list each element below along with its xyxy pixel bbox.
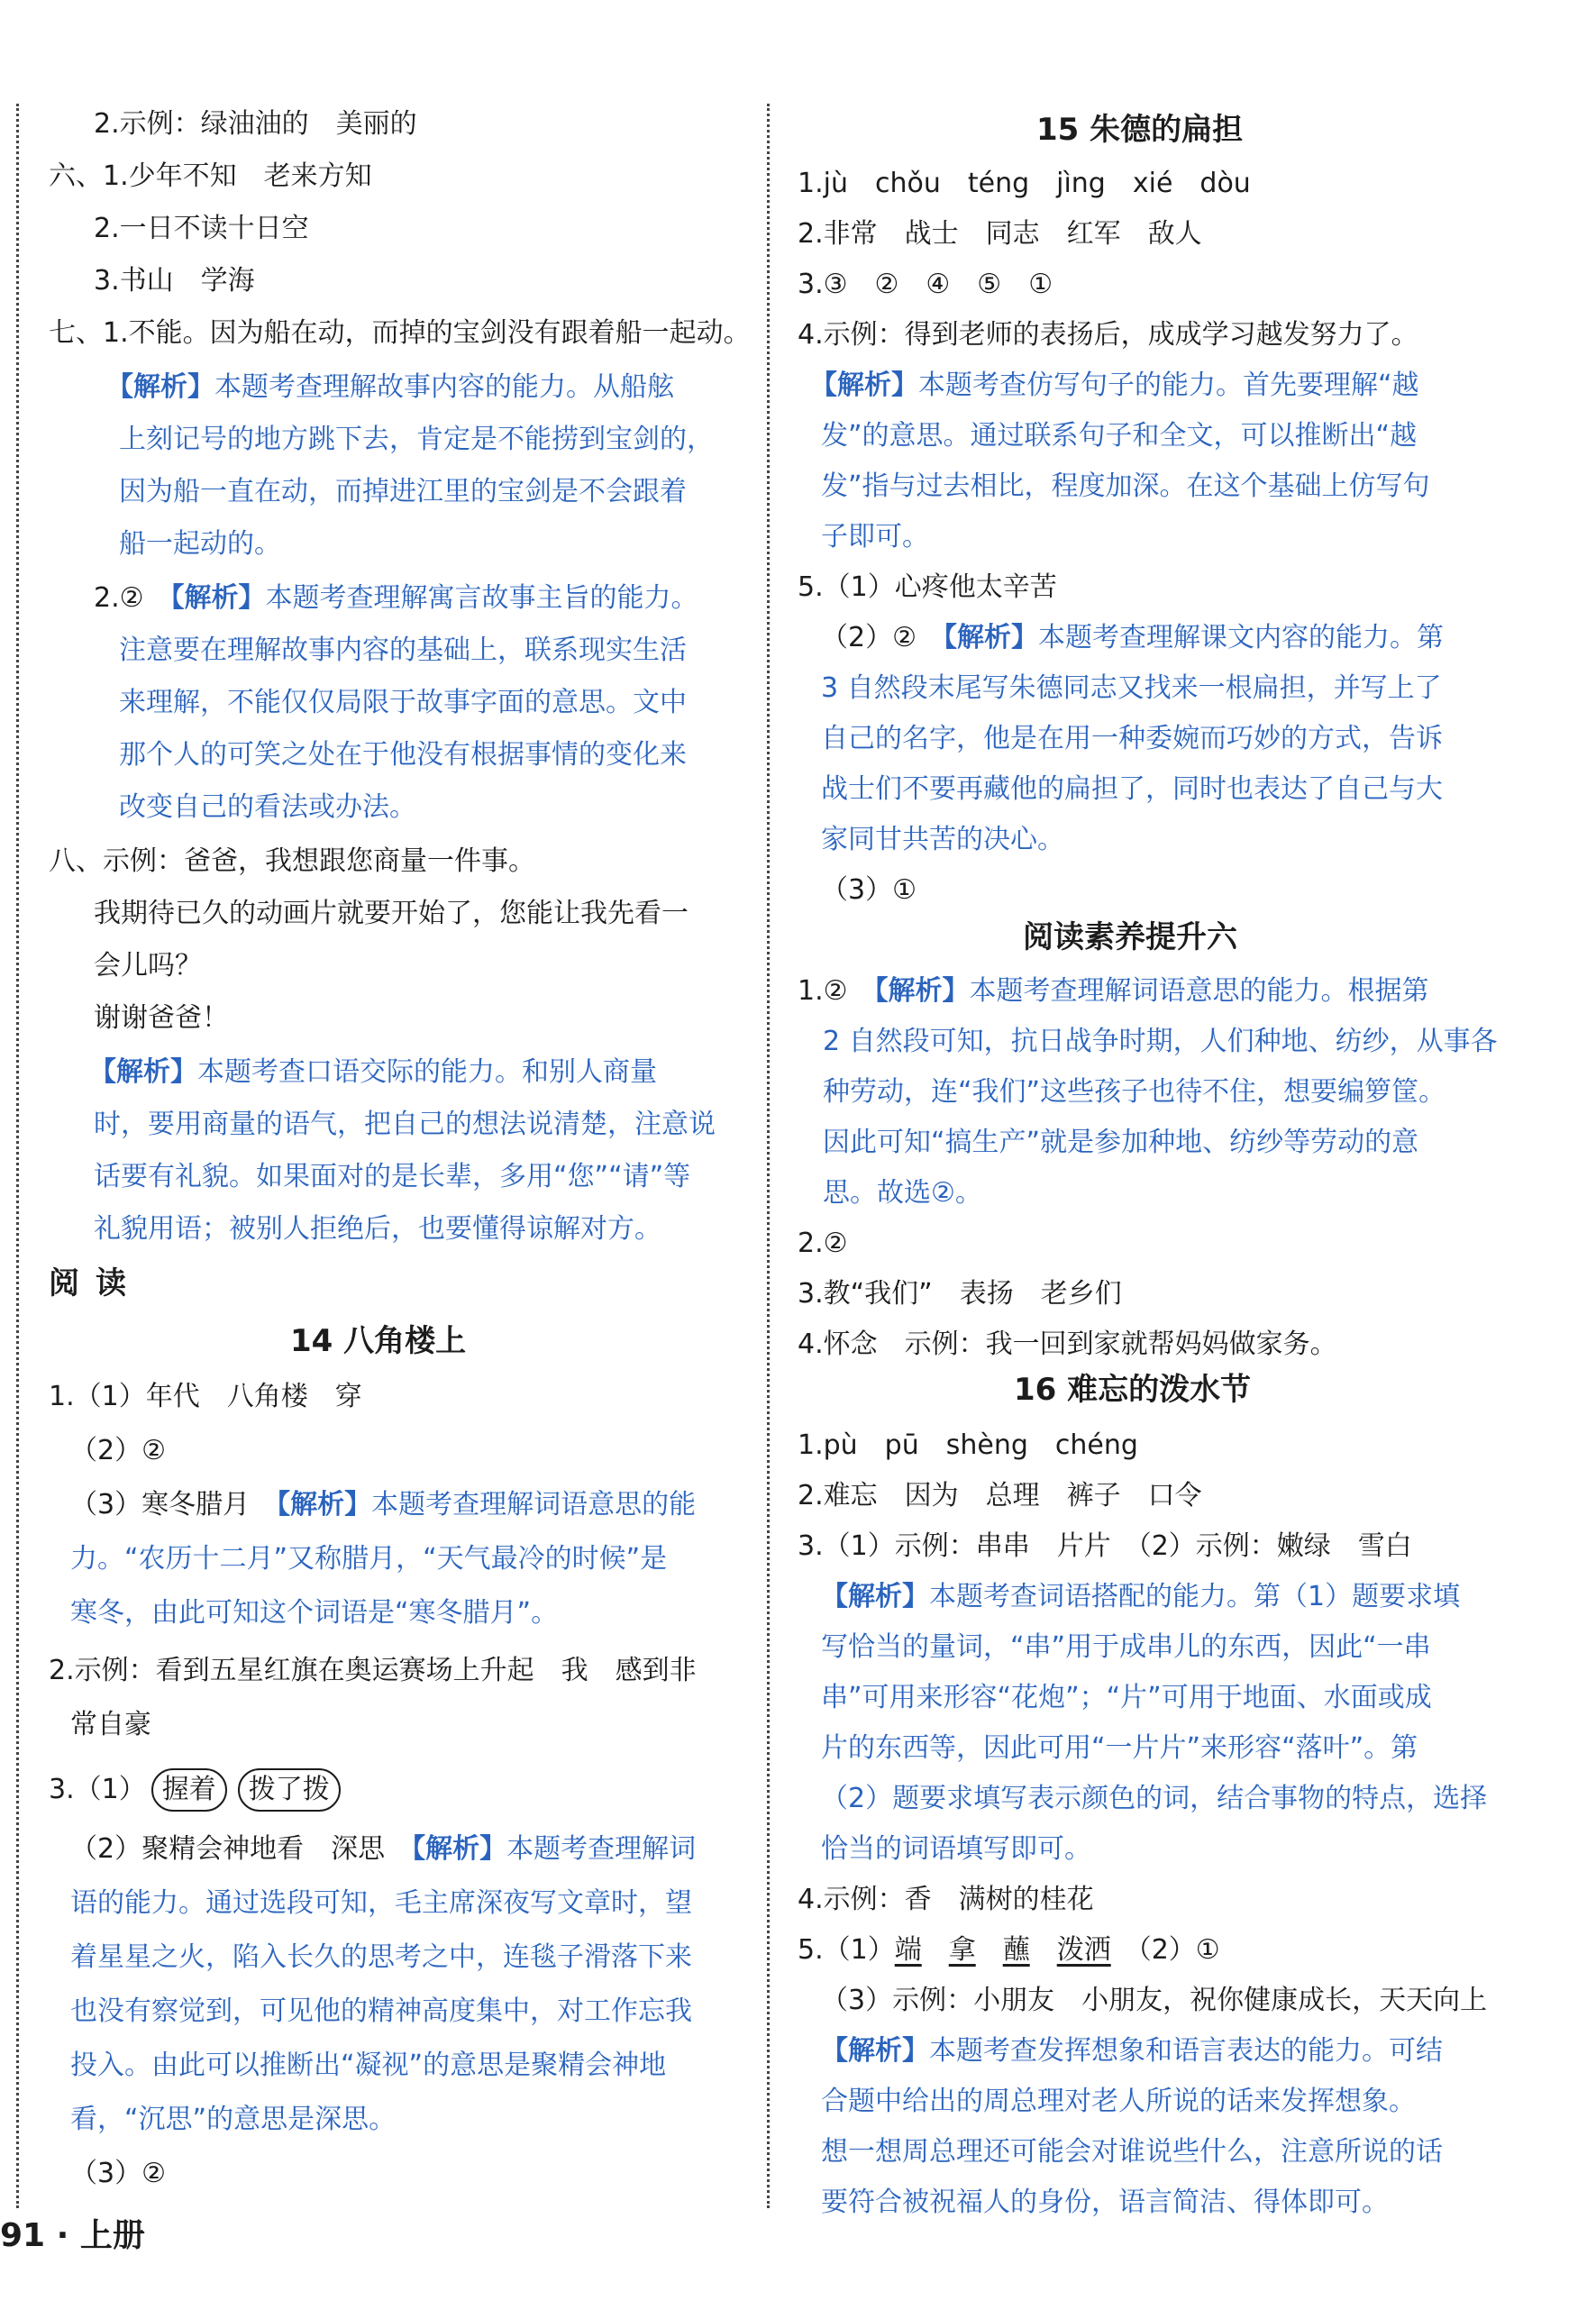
analysis-line: 礼貌用语；被别人拒绝后，也要懂得谅解对方。 — [94, 1213, 661, 1245]
analysis-tag: 【解析】 — [821, 1581, 929, 1612]
left-margin-dotted-line — [16, 104, 19, 2208]
analysis-line: 力。“农历十二月”又称腊月，“天气最冷的时候”是 — [70, 1543, 668, 1575]
answer-line: 2.难忘 因为 总理 裤子 口令 — [798, 1480, 1202, 1511]
analysis-tag: 【解析】 — [412, 1833, 507, 1865]
analysis-line: 因此可知“搞生产”就是参加种地、纺纱等劳动的意 — [823, 1127, 1419, 1158]
answer-line: 六、1.少年不知 老来方知 — [49, 160, 372, 192]
analysis-line: 改变自己的看法或办法。 — [119, 791, 416, 823]
circled-word: 拨了拨 — [238, 1768, 341, 1812]
analysis-line: 写恰当的量词，“串”用于成串儿的东西，因此“一串 — [821, 1631, 1431, 1663]
answer-line: 3.（1）示例：串串 片片 （2）示例：嫩绿 雪白 — [798, 1530, 1412, 1562]
underlined-word: 拿 — [948, 1934, 976, 1966]
underlined-word: 蘸 — [1002, 1934, 1030, 1966]
answer-line: 2.示例：看到五星红旗在奥运赛场上升起 我 感到非 — [49, 1655, 697, 1686]
analysis-line: 也没有察觉到，可见他的精神高度集中，对工作忘我 — [70, 1995, 692, 2027]
pinyin-line: 1.jù chǒu téng jìng xié dòu — [798, 168, 1251, 199]
analysis-tag: 【解析】 — [821, 2035, 929, 2067]
analysis-line: （2）题要求填写表示颜色的词，结合事物的特点，选择 — [821, 1783, 1488, 1814]
section-heading: 阅读 — [49, 1265, 142, 1301]
section-title: 阅读素养提升六 — [1023, 919, 1237, 955]
analysis-line: 2 自然段可知，抗日战争时期，人们种地、纺纱，从事各 — [823, 1026, 1498, 1057]
lesson-title: 14 八角楼上 — [290, 1323, 467, 1359]
answer-line: 2.② — [798, 1228, 848, 1259]
answer-line: 4.怀念 示例：我一回到家就帮妈妈做家务。 — [798, 1329, 1337, 1360]
analysis-line: 合题中给出的周总理对老人所说的话来发挥想象。 — [821, 2086, 1416, 2117]
analysis-line: 要符合被祝福人的身份，语言简洁、得体即可。 — [821, 2187, 1389, 2218]
circled-word: 握着 — [151, 1768, 227, 1812]
column-divider — [767, 104, 770, 2208]
answer-line: 八、示例：爸爸，我想跟您商量一件事。 — [49, 845, 535, 877]
analysis-line: 【解析】本题考查词语搭配的能力。第（1）题要求填 — [821, 1581, 1461, 1612]
answer-line: 2.非常 战士 同志 红军 敌人 — [798, 218, 1202, 250]
analysis-line: 想一想周总理还可能会对谁说些什么，注意所说的话 — [821, 2136, 1443, 2168]
answer-line: 我期待已久的动画片就要开始了，您能让我先看一 — [94, 898, 689, 929]
analysis-line: 串”可用来形容“花炮”；“片”可用于地面、水面或成 — [821, 1682, 1432, 1713]
answer-line: 2.示例：绿油油的 美丽的 — [94, 108, 417, 140]
answer-line: 七、1.不能。因为船在动，而掉的宝剑没有跟着船一起动。 — [49, 317, 751, 349]
answer-line: 3.③ ② ④ ⑤ ① — [798, 269, 1053, 300]
analysis-tag: 【解析】 — [810, 370, 918, 401]
answer-line: 1.（1）年代 八角楼 穿 — [49, 1381, 362, 1412]
answer-line: 3.教“我们” 表扬 老乡们 — [798, 1278, 1122, 1310]
analysis-tag: 【解析】 — [277, 1489, 372, 1520]
analysis-tag: 【解析】 — [89, 1056, 197, 1088]
answer-line: 谢谢爸爸！ — [94, 1002, 229, 1034]
analysis-line: 着星星之火，陷入长久的思考之中，连毯子滑落下来 — [70, 1941, 692, 1973]
answer-line: 3.书山 学海 — [94, 265, 255, 297]
analysis-line: 语的能力。通过选段可知，毛主席深夜写文章时，望 — [70, 1887, 692, 1919]
analysis-line: 【解析】本题考查理解故事内容的能力。从船舷 — [106, 371, 674, 403]
analysis-line: 来理解，不能仅仅局限于故事字面的意思。文中 — [119, 687, 687, 718]
analysis-line: 话要有礼貌。如果面对的是长辈，多用“您”“请”等 — [94, 1161, 691, 1192]
answer-line: 2.一日不读十日空 — [94, 213, 309, 244]
analysis-line: 片的东西等，因此可用“一片片”来形容“落叶”。第 — [821, 1732, 1418, 1764]
answer-line: 会儿吗？ — [94, 950, 202, 982]
answer-line: （3）② — [70, 2158, 166, 2189]
answer-line: （3）示例：小朋友 小朋友，祝你健康成长，天天向上 — [821, 1985, 1488, 2016]
analysis-line: 那个人的可笑之处在于他没有根据事情的变化来 — [119, 739, 687, 771]
pinyin-line: 1.pù pū shèng chéng — [798, 1429, 1138, 1461]
underlined-word: 端 — [894, 1934, 922, 1966]
answer-line: 4.示例：得到老师的表扬后，成成学习越发努力了。 — [798, 319, 1418, 351]
analysis-line: 【解析】本题考查仿写句子的能力。首先要理解“越 — [810, 370, 1419, 401]
answer-line: 2.② 【解析】本题考查理解寓言故事主旨的能力。 — [94, 582, 698, 614]
analysis-tag: 【解析】 — [106, 371, 214, 403]
analysis-tag: 【解析】 — [170, 582, 266, 614]
answer-line: （3）① — [821, 874, 917, 906]
analysis-line: 恰当的词语填写即可。 — [821, 1833, 1091, 1865]
analysis-line: 寒冬，由此可知这个词语是“寒冬腊月”。 — [70, 1597, 559, 1629]
analysis-line: 家同甘共苦的决心。 — [821, 824, 1064, 855]
analysis-line: 种劳动，连“我们”这些孩子也待不住，想要编箩筐。 — [823, 1076, 1446, 1108]
answer-line: 5.（1）端 拿 蘸 泼洒 （2）① — [798, 1934, 1220, 1966]
page-number-footer: 91 · 上册 — [0, 2217, 145, 2254]
analysis-line: 自己的名字，他是在用一种委婉而巧妙的方式，告诉 — [821, 723, 1443, 754]
analysis-line: 时，要用商量的语气，把自己的想法说清楚，注意说 — [94, 1109, 716, 1140]
analysis-line: 发”的意思。通过联系句子和全文，可以推断出“越 — [821, 420, 1418, 452]
answer-line: 3.（1） 握着 拨了拨 — [49, 1768, 346, 1812]
lesson-title: 15 朱德的扁担 — [1036, 112, 1244, 148]
answer-line: （3）寒冬腊月 【解析】本题考查理解词语意思的能 — [70, 1489, 697, 1520]
answer-line: （2）② — [70, 1435, 166, 1466]
analysis-line: 思。故选②。 — [823, 1177, 982, 1209]
answer-line: 常自豪 — [70, 1709, 151, 1740]
answer-line: 5.（1）心疼他太辛苦 — [798, 571, 1057, 603]
analysis-line: 发”指与过去相比，程度加深。在这个基础上仿写句 — [821, 470, 1430, 502]
answer-line: 4.示例：香 满树的桂花 — [798, 1884, 1094, 1915]
analysis-line: 船一起动的。 — [119, 528, 281, 560]
analysis-line: 【解析】本题考查口语交际的能力。和别人商量 — [89, 1056, 657, 1088]
analysis-tag: 【解析】 — [943, 622, 1038, 653]
answer-line: （2）聚精会神地看 深思 【解析】本题考查理解词 — [70, 1833, 697, 1865]
analysis-line: 因为船一直在动，而掉进江里的宝剑是不会跟着 — [119, 476, 687, 507]
analysis-tag: 【解析】 — [874, 975, 970, 1007]
analysis-line: 战士们不要再藏他的扁担了，同时也表达了自己与大 — [821, 773, 1443, 805]
analysis-line: 注意要在理解故事内容的基础上，联系现实生活 — [119, 635, 687, 666]
underlined-word: 泼洒 — [1056, 1934, 1111, 1966]
answer-line: （2）② 【解析】本题考查理解课文内容的能力。第 — [821, 622, 1444, 653]
analysis-line: 【解析】本题考查发挥想象和语言表达的能力。可结 — [821, 2035, 1443, 2067]
lesson-title: 16 难忘的泼水节 — [1014, 1372, 1252, 1408]
analysis-line: 上刻记号的地方跳下去，肯定是不能捞到宝剑的， — [119, 424, 714, 455]
analysis-line: 投入。由此可以推断出“凝视”的意思是聚精会神地 — [70, 2050, 667, 2081]
analysis-line: 子即可。 — [821, 521, 929, 552]
answer-line: 1.② 【解析】本题考查理解词语意思的能力。根据第 — [798, 975, 1429, 1007]
analysis-line: 看，“沉思”的意思是深思。 — [70, 2104, 397, 2135]
analysis-line: 3 自然段末尾写朱德同志又找来一根扁担，并写上了 — [821, 672, 1442, 704]
